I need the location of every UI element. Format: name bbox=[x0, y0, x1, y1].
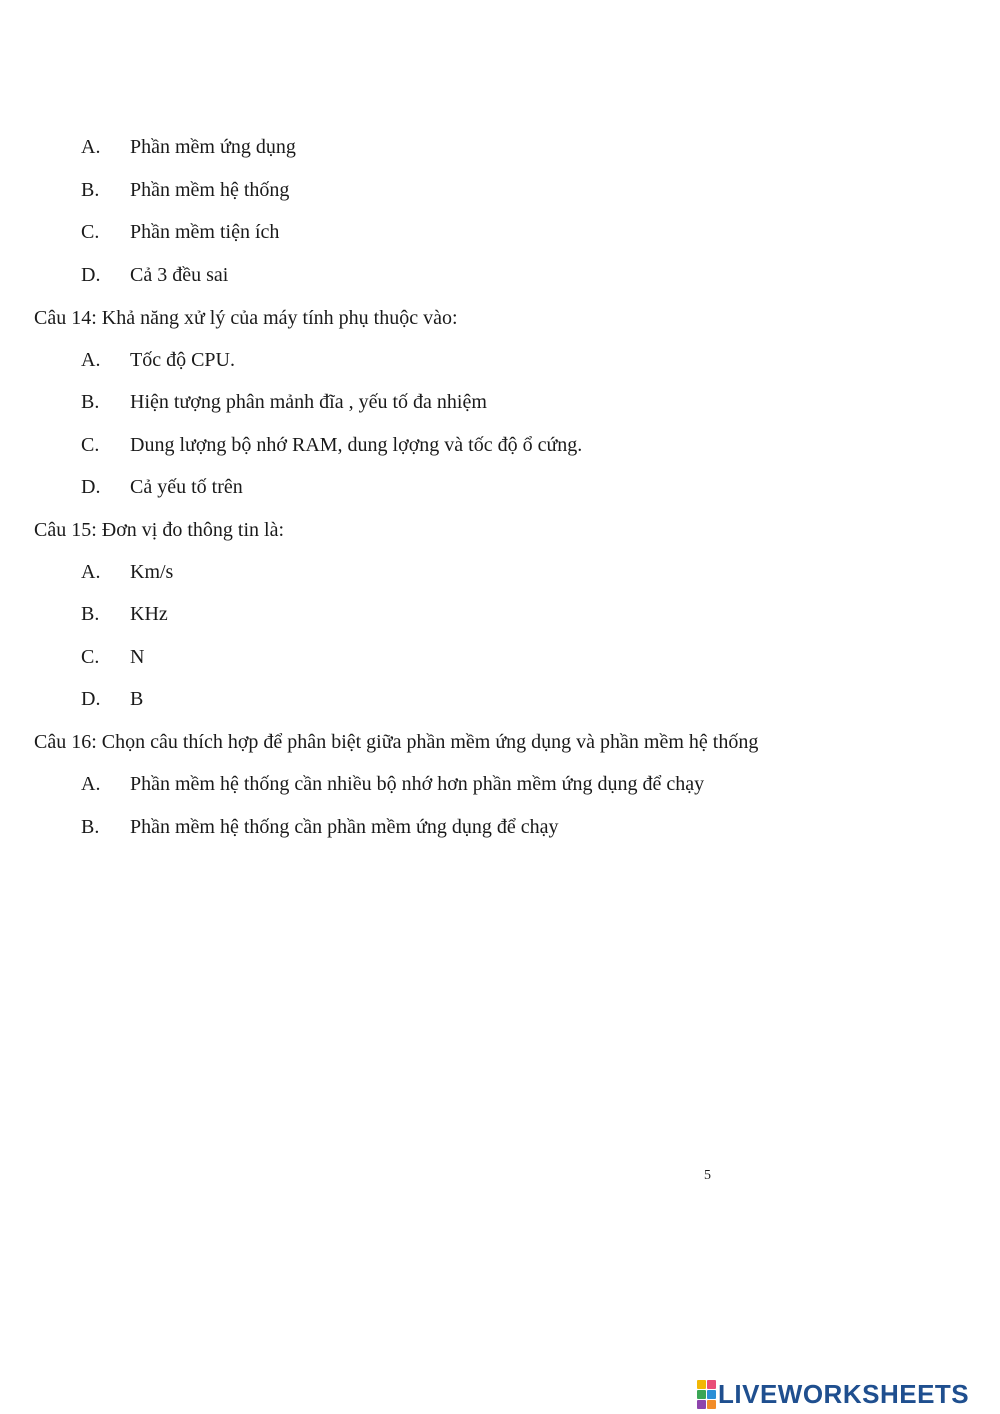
option-row bbox=[81, 135, 296, 159]
option-text: KHz bbox=[130, 603, 168, 625]
option-text: N bbox=[130, 646, 145, 668]
question-16: Câu 16: Chọn câu thích hợp để phân biệt giữa phần mềm ứng dụng và phần mềm hệ thống bbox=[34, 731, 759, 753]
liveworksheets-logo bbox=[697, 1380, 969, 1408]
page-number: 5 bbox=[704, 1168, 711, 1183]
option-row bbox=[81, 433, 582, 457]
option-letter: B. bbox=[81, 391, 100, 413]
option-letter: B. bbox=[81, 816, 100, 838]
option-text: Phần mềm hệ thống cần phần mềm ứng dụng để chạy bbox=[130, 816, 559, 838]
option-text: Phần mềm ứng dụng bbox=[130, 136, 296, 158]
option-text: Hiện tượng phân mảnh đĩa , yếu tố đa nhiệm bbox=[130, 391, 487, 413]
option-letter: C. bbox=[81, 434, 100, 456]
option-row bbox=[81, 645, 144, 669]
option-letter: B. bbox=[81, 179, 100, 201]
option-letter: C. bbox=[81, 221, 100, 243]
option-row bbox=[81, 687, 143, 711]
logo-text: LIVEWORKSHEETS bbox=[718, 1379, 970, 1409]
option-row bbox=[81, 178, 289, 202]
logo-tiles-icon bbox=[697, 1380, 716, 1409]
option-row bbox=[81, 815, 559, 839]
option-row bbox=[81, 348, 235, 372]
option-row bbox=[81, 475, 243, 499]
option-text: Cả yếu tố trên bbox=[130, 476, 243, 498]
option-row bbox=[81, 263, 228, 287]
option-letter: A. bbox=[81, 349, 101, 371]
option-letter: A. bbox=[81, 561, 101, 583]
option-row bbox=[81, 220, 279, 244]
option-text: Phần mềm hệ thống cần nhiều bộ nhớ hơn phần mềm ứng dụng để chạy bbox=[130, 773, 705, 795]
option-letter: D. bbox=[81, 264, 101, 286]
option-letter: D. bbox=[81, 688, 101, 710]
option-row bbox=[81, 560, 173, 584]
option-text: Cả 3 đều sai bbox=[130, 264, 229, 286]
option-letter: D. bbox=[81, 476, 101, 498]
question-14: Câu 14: Khả năng xử lý của máy tính phụ thuộc vào: bbox=[34, 307, 458, 329]
option-text: Tốc độ CPU. bbox=[130, 349, 235, 371]
option-letter: B. bbox=[81, 603, 100, 625]
option-text: Km/s bbox=[130, 561, 174, 583]
option-row bbox=[81, 602, 168, 626]
option-text: Phần mềm hệ thống bbox=[130, 179, 290, 201]
option-row bbox=[81, 772, 704, 796]
option-text: Dung lượng bộ nhớ RAM, dung lợợng và tốc độ ổ cứng. bbox=[130, 434, 583, 456]
option-letter: A. bbox=[81, 773, 101, 795]
option-row bbox=[81, 390, 487, 414]
option-letter: A. bbox=[81, 136, 101, 158]
question-15: Câu 15: Đơn vị đo thông tin là: bbox=[34, 519, 285, 541]
option-text: Phần mềm tiện ích bbox=[130, 221, 280, 243]
option-text: B bbox=[130, 688, 144, 710]
option-letter: C. bbox=[81, 646, 100, 668]
